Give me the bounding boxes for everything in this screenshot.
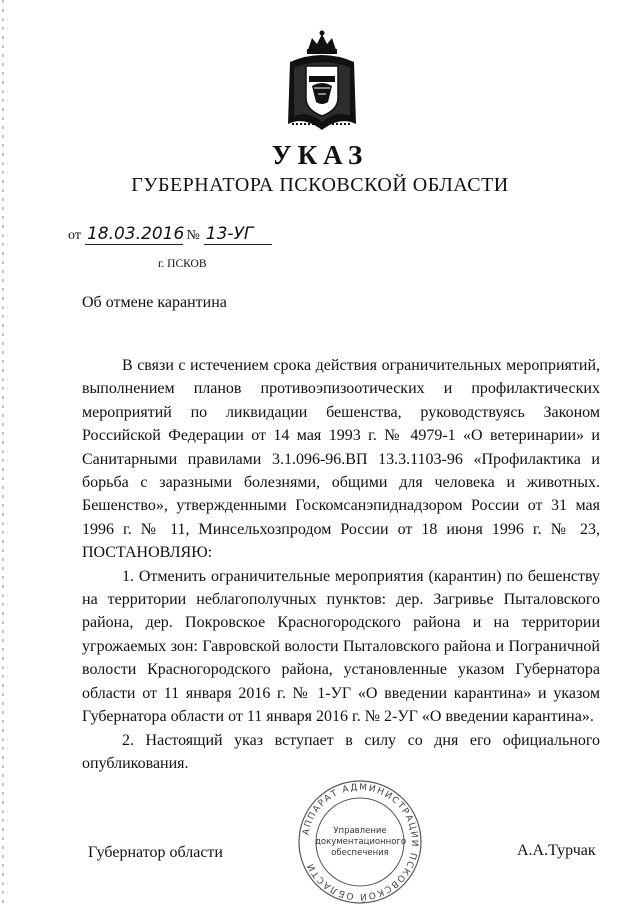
number-prefix: №	[186, 228, 200, 243]
date-number-line	[68, 224, 272, 245]
city-label: г. ПСКОВ	[158, 258, 207, 270]
pskov-coat-of-arms-icon	[284, 28, 360, 134]
stamp-ring-text: АППАРАТ АДМИНИСТРАЦИИ ПСКОВСКОЙ ОБЛАСТИ	[301, 782, 420, 902]
document-subject: Об отмене карантина	[82, 294, 227, 311]
document-body	[82, 354, 600, 775]
date-prefix: от	[68, 228, 81, 243]
preamble-paragraph: В связи с истечением срока действия ограничительных мероприятий, выполнением планов противоэпизоотических и профилактических мероприятий по ликвидации бешенства, руководствуясь Законом Российской Федерации от 14 мая 1993 г. № 4979-1 «О ветеринарии» и Санитарными правилами 3.1.096-96.ВП 13.3.1103-96 «Профилактика и борьба с заразными болезнями, общими для человека и животных. Бешенство», утвержденными Госкомсанэпиднадзором России от 31 мая 1996 г. № 11, Минсельхозпродом России от 18 июня 1996 г. № 23, ПОСТАНОВЛЯЮ:	[82, 357, 600, 562]
stamp-inner-text	[315, 826, 405, 859]
date-value: 18.03.2016	[86, 224, 185, 244]
stamp-line-2: документационного	[315, 837, 407, 847]
document-subtitle: ГУБЕРНАТОРА ПСКОВСКОЙ ОБЛАСТИ	[131, 174, 509, 196]
item-2-paragraph: 2. Настоящий указ вступает в силу со дня его официального опубликования.	[82, 731, 600, 772]
number-value: 13-УГ	[204, 224, 272, 245]
document-title: УКАЗ	[271, 140, 369, 170]
item-1-paragraph: 1. Отменить ограничительные мероприятия (карантин) по бешенству на территории неблагополучных пунктов: дер. Загривье Пыталовского района, дер. Покровское Красногородского района и на территории угрожаемых зон: Гавровской волости Пыталовского района и Пограничной волости Красногородского района, установленные указом Губернатора области от 11 января 2016 г. № 1-УГ «О введении карантина» и указом Губернатора области от 11 января 2016 г. № 2-УГ «О введении карантина».	[82, 567, 600, 726]
scan-edge	[2, 0, 4, 905]
signatory-name: А.А.Турчак	[517, 842, 596, 859]
signatory-position: Губернатор области	[88, 844, 223, 861]
stamp-line-3: обеспечения	[331, 848, 389, 858]
stamp-line-1: Управление	[333, 826, 387, 836]
